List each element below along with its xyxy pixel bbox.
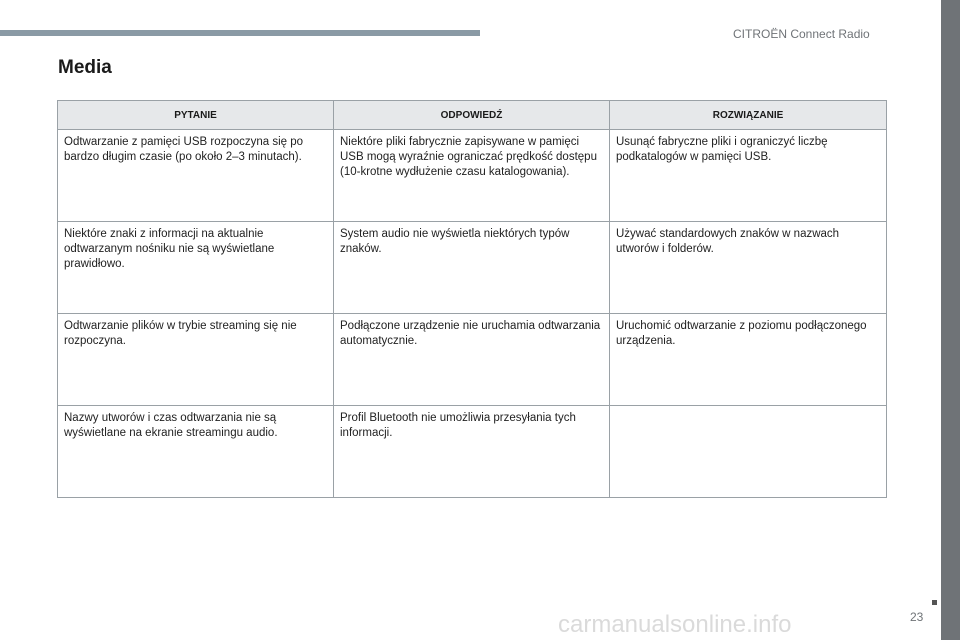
header-title: CITROËN Connect Radio <box>733 27 870 41</box>
table-cell-solution: Usunąć fabryczne pliki i ograniczyć liczbę podkatalogów w pamięci USB. <box>610 130 887 222</box>
watermark: carmanualsonline.info <box>558 611 792 638</box>
page-marker-dot <box>932 600 937 605</box>
table-cell-answer: System audio nie wyświetla niektórych typów znaków. <box>334 222 610 314</box>
table-cell-solution <box>610 406 887 498</box>
table-cell-question: Nazwy utworów i czas odtwarzania nie są wyświetlane na ekranie streamingu audio. <box>58 406 334 498</box>
faq-table <box>57 100 887 498</box>
table-cell-question: Odtwarzanie plików w trybie streaming się nie rozpoczyna. <box>58 314 334 406</box>
table-cell-question: Niektóre znaki z informacji na aktualnie odtwarzanym nośniku nie są wyświetlane prawidłowo. <box>58 222 334 314</box>
table-cell-answer: Profil Bluetooth nie umożliwia przesyłania tych informacji. <box>334 406 610 498</box>
table-cell-solution: Używać standardowych znaków w nazwach utworów i folderów. <box>610 222 887 314</box>
table-cell-answer: Niektóre pliki fabrycznie zapisywane w pamięci USB mogą wyraźnie ograniczać prędkość dostępu (10-krotne wydłużenie czasu katalogowania). <box>334 130 610 222</box>
table-cell-solution: Uruchomić odtwarzanie z poziomu podłączonego urządzenia. <box>610 314 887 406</box>
table-row <box>58 406 887 498</box>
side-strip <box>941 0 960 640</box>
table-row <box>58 314 887 406</box>
table-cell-question: Odtwarzanie z pamięci USB rozpoczyna się po bardzo długim czasie (po około 2–3 minutach). <box>58 130 334 222</box>
column-header-answer: ODPOWIEDŹ <box>334 101 610 130</box>
table-row <box>58 130 887 222</box>
table-cell-answer: Podłączone urządzenie nie uruchamia odtwarzania automatycznie. <box>334 314 610 406</box>
column-header-question: PYTANIE <box>58 101 334 130</box>
column-header-solution: ROZWIĄZANIE <box>610 101 887 130</box>
table-row <box>58 222 887 314</box>
page-number: 23 <box>910 610 924 624</box>
header-rule <box>0 30 480 36</box>
table-header-row <box>58 101 887 130</box>
page-title: Media <box>58 57 112 78</box>
